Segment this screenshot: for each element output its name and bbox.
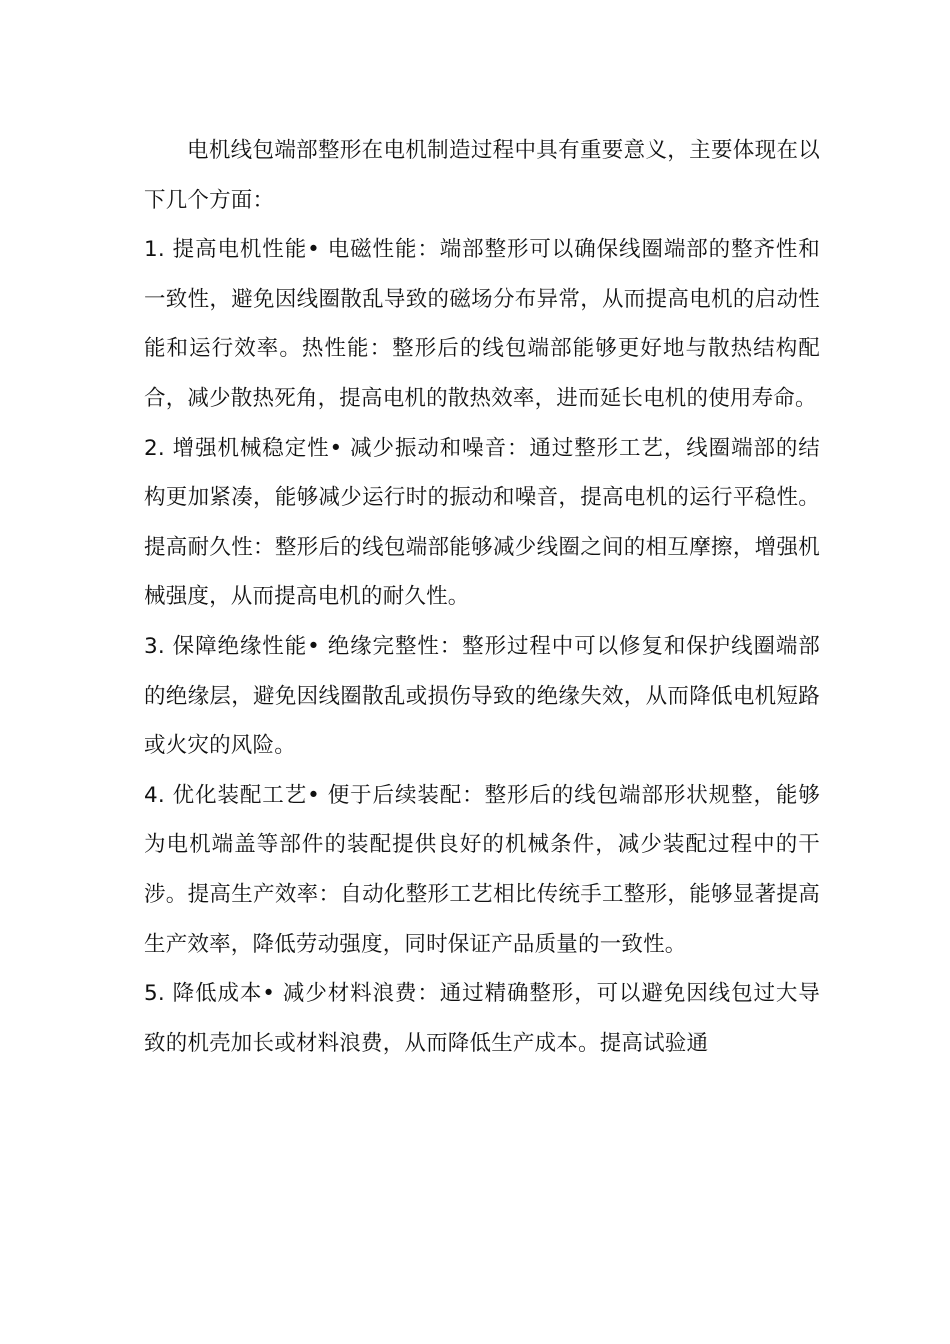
- section-3-paragraph: 3. 保障绝缘性能• 绝缘完整性：整形过程中可以修复和保护线圈端部的绝缘层，避免因线圈散乱或损伤导致的绝缘失效，从而降低电机短路或火灾的风险。: [144, 633, 820, 759]
- section-2-paragraph: 2. 增强机械稳定性• 减少振动和噪音：通过整形工艺，线圈端部的结构更加紧凑，能够减少运行时的振动和噪音，提高电机的运行平稳性。提高耐久性：整形后的线包端部能够减少线圈之间的相互摩擦，增强机械强度，从而提高电机的耐久性。: [144, 435, 820, 610]
- intro-paragraph: 电机线包端部整形在电机制造过程中具有重要意义，主要体现在以下几个方面：: [144, 138, 820, 213]
- section-1-paragraph: 1. 提高电机性能• 电磁性能：端部整形可以确保线圈端部的整齐性和一致性，避免因线圈散乱导致的磁场分布异常，从而提高电机的启动性能和运行效率。热性能：整形后的线包端部能够更好地与散热结构配合，减少散热死角，提高电机的散热效率，进而延长电机的使用寿命。: [144, 237, 820, 411]
- section-5-paragraph: 5. 降低成本• 减少材料浪费：通过精确整形，可以避免因线包过大导致的机壳加长或材料浪费，从而降低生产成本。提高试验通: [144, 981, 820, 1056]
- section-4-paragraph: 4. 优化装配工艺• 便于后续装配：整形后的线包端部形状规整，能够为电机端盖等部件的装配提供良好的机械条件，减少装配过程中的干涉。提高生产效率：自动化整形工艺相比传统手工整形，能够显著提高生产效率，降低劳动强度，同时保证产品质量的一致性。: [144, 782, 820, 957]
- document-body: [144, 126, 820, 1068]
